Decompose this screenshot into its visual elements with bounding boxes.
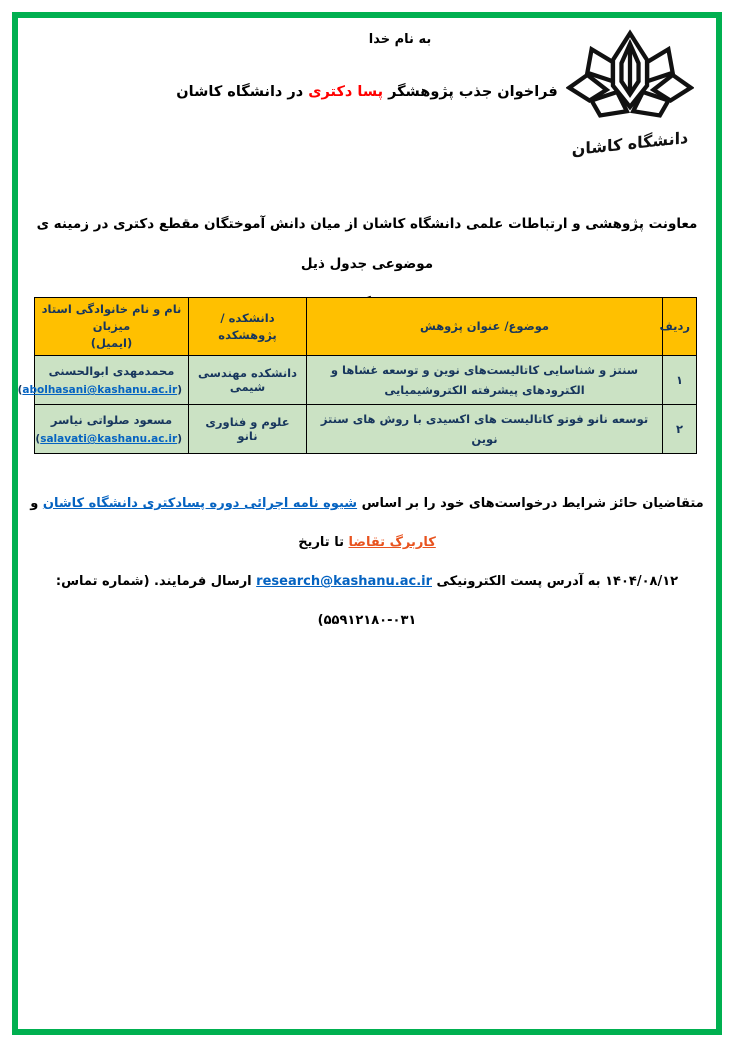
university-logo [556,28,704,160]
closing-line1-end: تا تاریخ [298,535,349,550]
host-professor-email [17,381,182,399]
col-header-row-no: ردیف [663,298,697,356]
host-professor-name: محمدمهدی ابوالحسنی [48,364,175,378]
col-header-host [35,298,189,356]
logo-caption: دانشگاه کاشان [571,127,689,160]
table-row [35,356,697,405]
host-professor-cell [17,356,189,405]
paren-close: ) [177,433,182,445]
row-number: ۱ [663,356,697,405]
application-form-link[interactable]: کاربرگ تقاضا [348,535,436,550]
col-header-faculty: دانشکده / پژوهشکده [189,298,307,356]
title-highlight: پسا دکتری [308,84,384,100]
table-header-row [35,298,697,356]
research-topics-table [17,297,697,454]
closing-conjunction: و [30,496,43,511]
paren-open: ( [17,384,23,396]
deadline-date: ۱۴۰۴/۰۸/۱۲ [605,574,679,589]
research-topic: سنتز و شناسایی کاتالیست‌های نوین و توسعه غشاها و الکترودهای پیشرفته الکتروشیمیایی [307,356,663,405]
faculty-name: علوم و فناوری نانو [189,405,307,454]
intro-line1: معاونت پژوهشی و ارتباطات علمی دانشگاه کاشان از میان دانش آموختگان مقطع دکتری در زمینه ی موضوعی جدول ذیل [36,216,698,272]
bismillah-text: به نام خدا [368,32,432,47]
closing-paragraph [22,484,712,640]
col-header-topic: موضوع/ عنوان پژوهش [307,298,663,356]
host-email-link[interactable]: salavati@kashanu.ac.ir [40,433,178,445]
host-email-link[interactable]: abolhasani@kashanu.ac.ir [22,384,178,396]
kashan-emblem-icon [566,28,694,124]
closing-line1-text: متقاضیان حائز شرایط درخواست‌های خود را بر اساس [357,496,704,511]
research-topic: توسعه نانو فوتو کاتالیست های اکسیدی با روش های سنتز نوین [307,405,663,454]
title-suffix: در دانشگاه کاشان [176,84,309,100]
host-professor-email [35,430,182,448]
faculty-name: دانشکده مهندسی شیمی [189,356,307,405]
closing-line2-end: ارسال فرمایند. (شماره تماس: ۰۳۱-۵۵۹۱۲۱۸۰) [55,574,417,628]
col-header-host-line1: نام و نام خانوادگی استاد میزبان [41,302,182,333]
guideline-link[interactable]: شیوه نامه اجرائی دوره پسادکتری دانشگاه کاشان [42,496,358,511]
table-row [35,405,697,454]
closing-line2 [22,562,712,640]
research-email-link[interactable]: research@kashanu.ac.ir [256,574,432,589]
title-prefix: فراخوان جذب پژوهشگر [383,84,558,100]
closing-line2-text: به آدرس پست الکترونیکی [432,574,606,589]
col-header-host-line2: (ایمیل) [90,336,133,350]
host-professor-cell [35,405,189,454]
page-title [169,84,565,100]
host-professor-name: مسعود صلواتی نیاسر [50,413,173,427]
row-number: ۲ [663,405,697,454]
paren-open: ( [35,433,41,445]
closing-line1 [22,484,712,562]
paren-close: ) [177,384,182,396]
